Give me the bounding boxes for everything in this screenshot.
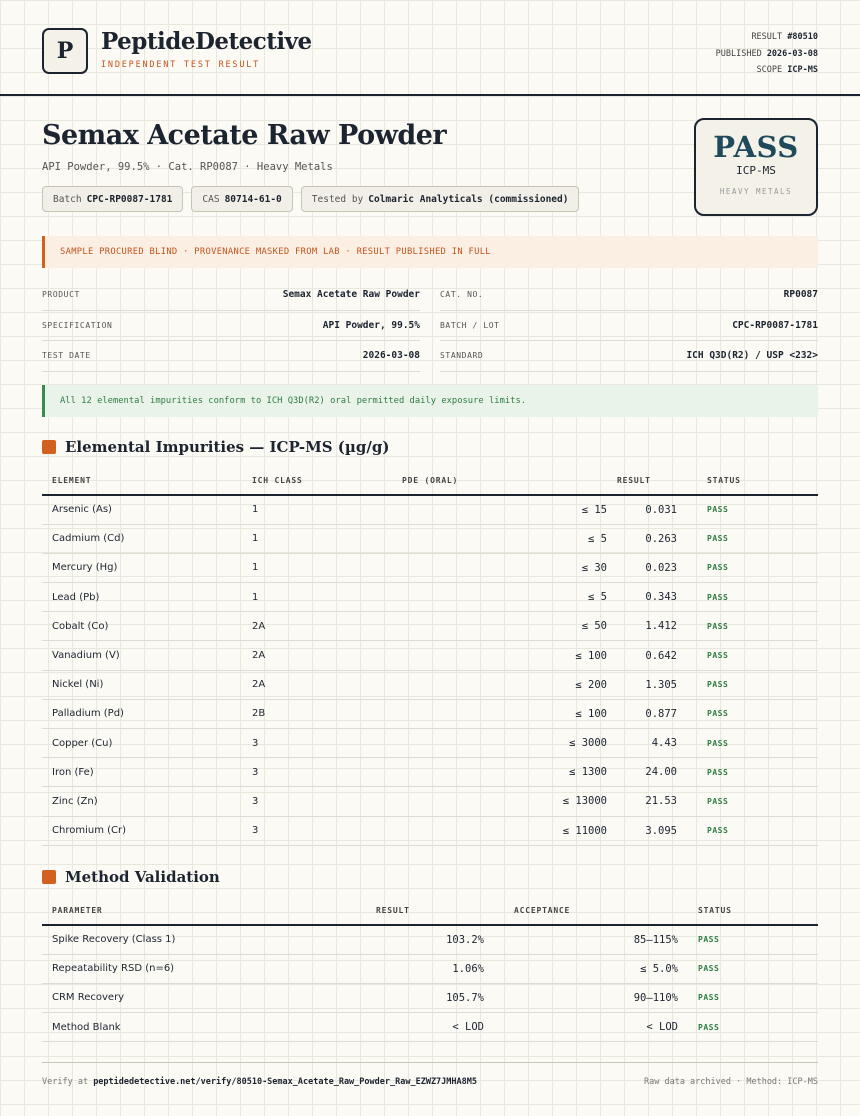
- info-row-product: PRODUCT Semax Acetate Raw Powder: [42, 280, 420, 311]
- result-cell: 1.305: [617, 670, 697, 699]
- table-header-row: [42, 896, 818, 925]
- element-cell: Copper (Cu): [42, 729, 242, 758]
- result-cell: 0.642: [617, 641, 697, 670]
- pde-cell: ≤ 100: [347, 699, 617, 728]
- result-cell: 1.412: [617, 612, 697, 641]
- report-meta: [716, 29, 818, 79]
- column-header: PDE (ORAL): [347, 466, 617, 495]
- validation-table: [42, 896, 818, 1042]
- status-cell: PASS: [697, 583, 818, 612]
- pde-cell: ≤ 100: [347, 641, 617, 670]
- table-row: [42, 583, 818, 612]
- pde-cell: ≤ 13000: [347, 787, 617, 816]
- column-header: STATUS: [697, 466, 818, 495]
- table-header-row: [42, 466, 818, 495]
- table-row: [42, 641, 818, 670]
- acceptance-cell: 85–115%: [494, 925, 688, 954]
- status-cell: PASS: [697, 612, 818, 641]
- status-cell: PASS: [688, 954, 818, 983]
- ich-class-cell: 3: [242, 787, 347, 816]
- table-row: [42, 495, 818, 524]
- batch-chip: Batch CPC-RP0087-1781: [42, 186, 183, 212]
- pde-cell: ≤ 5: [347, 524, 617, 553]
- acceptance-cell: ≤ 5.0%: [494, 954, 688, 983]
- table-row: [42, 729, 818, 758]
- table-row: [42, 553, 818, 582]
- pde-cell: ≤ 50: [347, 612, 617, 641]
- column-header: RESULT: [617, 466, 697, 495]
- impurities-table: [42, 466, 818, 846]
- status-cell: PASS: [697, 816, 818, 845]
- element-cell: Vanadium (V): [42, 641, 242, 670]
- status-cell: PASS: [697, 699, 818, 728]
- result-cell: 0.031: [617, 495, 697, 524]
- product-subtitle: API Powder, 99.5% · Cat. RP0087 · Heavy Metals: [42, 161, 333, 173]
- result-cell: 0.263: [617, 524, 697, 553]
- status-cell: PASS: [697, 524, 818, 553]
- column-header: PARAMETER: [42, 896, 267, 925]
- tested-by-chip: Tested by Colmaric Analyticals (commissioned): [301, 186, 580, 212]
- column-header: STATUS: [688, 896, 818, 925]
- status-cell: PASS: [697, 553, 818, 582]
- element-cell: Nickel (Ni): [42, 670, 242, 699]
- product-chips: [42, 186, 579, 212]
- ich-class-cell: 2A: [242, 641, 347, 670]
- brand-name: PeptideDetective: [101, 28, 312, 55]
- status-cell: PASS: [688, 925, 818, 954]
- result-cell: 1.06%: [267, 954, 494, 983]
- table-row: [42, 954, 818, 983]
- status-cell: PASS: [697, 729, 818, 758]
- element-cell: Iron (Fe): [42, 758, 242, 787]
- footer-archive-note: Raw data archived · Method: ICP-MS: [644, 1077, 818, 1087]
- ich-class-cell: 3: [242, 729, 347, 758]
- acceptance-cell: < LOD: [494, 1013, 688, 1042]
- ich-class-cell: 3: [242, 816, 347, 845]
- ich-class-cell: 1: [242, 495, 347, 524]
- info-grid-right: [440, 280, 818, 372]
- result-cell: 103.2%: [267, 925, 494, 954]
- info-grid-left: [42, 280, 420, 372]
- status-cell: PASS: [688, 983, 818, 1012]
- column-header: ELEMENT: [42, 466, 242, 495]
- status-cell: PASS: [697, 787, 818, 816]
- status-cell: PASS: [697, 758, 818, 787]
- info-row-standard: STANDARD ICH Q3D(R2) / USP <232>: [440, 341, 818, 372]
- column-header: ICH CLASS: [242, 466, 347, 495]
- pde-cell: ≤ 11000: [347, 816, 617, 845]
- element-cell: Chromium (Cr): [42, 816, 242, 845]
- ich-class-cell: 1: [242, 524, 347, 553]
- column-header: RESULT: [267, 896, 494, 925]
- parameter-cell: CRM Recovery: [42, 983, 267, 1012]
- stamp-method: ICP-MS: [736, 164, 776, 177]
- pass-stamp: [694, 118, 818, 216]
- cas-chip: CAS 80714-61-0: [191, 186, 292, 212]
- status-cell: PASS: [697, 670, 818, 699]
- table-row: [42, 612, 818, 641]
- conformance-banner: All 12 elemental impurities conform to ICH Q3D(R2) oral permitted daily exposure limits.: [42, 385, 818, 417]
- status-cell: PASS: [697, 495, 818, 524]
- result-cell: 105.7%: [267, 983, 494, 1012]
- section-marker-icon: [42, 440, 56, 454]
- info-row-batch: BATCH / LOT CPC-RP0087-1781: [440, 311, 818, 342]
- info-row-test-date: TEST DATE 2026-03-08: [42, 341, 420, 372]
- table-row: [42, 670, 818, 699]
- result-cell: 4.43: [617, 729, 697, 758]
- table-row: [42, 983, 818, 1012]
- table-row: [42, 925, 818, 954]
- parameter-cell: Method Blank: [42, 1013, 267, 1042]
- result-cell: 0.343: [617, 583, 697, 612]
- table-row: [42, 787, 818, 816]
- verify-text: Verify at peptidedetective.net/verify/80510-Semax_Acetate_Raw_Powder_Raw_EZWZ7JMHA8M5: [42, 1077, 477, 1087]
- table-row: [42, 524, 818, 553]
- section-marker-icon: [42, 870, 56, 884]
- column-header: ACCEPTANCE: [494, 896, 688, 925]
- element-cell: Zinc (Zn): [42, 787, 242, 816]
- ich-class-cell: 2A: [242, 670, 347, 699]
- ich-class-cell: 2B: [242, 699, 347, 728]
- element-cell: Lead (Pb): [42, 583, 242, 612]
- stamp-verdict: PASS: [713, 130, 799, 164]
- ich-class-cell: 1: [242, 583, 347, 612]
- pde-cell: ≤ 1300: [347, 758, 617, 787]
- table-row: [42, 816, 818, 845]
- pde-cell: ≤ 5: [347, 583, 617, 612]
- result-cell: < LOD: [267, 1013, 494, 1042]
- ich-class-cell: 2A: [242, 612, 347, 641]
- brand-tagline: INDEPENDENT TEST RESULT: [101, 60, 261, 70]
- product-title: Semax Acetate Raw Powder: [42, 120, 447, 151]
- table-row: [42, 1013, 818, 1042]
- element-cell: Palladium (Pd): [42, 699, 242, 728]
- table-row: [42, 699, 818, 728]
- validation-section-title: Method Validation: [42, 868, 220, 886]
- info-row-cat-no: CAT. NO. RP0087: [440, 280, 818, 311]
- element-cell: Mercury (Hg): [42, 553, 242, 582]
- parameter-cell: Spike Recovery (Class 1): [42, 925, 267, 954]
- element-cell: Cadmium (Cd): [42, 524, 242, 553]
- procurement-notice: SAMPLE PROCURED BLIND · PROVENANCE MASKED FROM LAB · RESULT PUBLISHED IN FULL: [42, 236, 818, 268]
- ich-class-cell: 1: [242, 553, 347, 582]
- result-id: RESULT #80510: [751, 32, 818, 42]
- verify-link[interactable]: peptidedetective.net/verify/80510-Semax_Acetate_Raw_Powder_Raw_EZWZ7JMHA8M5: [93, 1077, 477, 1087]
- brand-logo: P: [42, 28, 88, 74]
- element-cell: Arsenic (As): [42, 495, 242, 524]
- result-cell: 0.877: [617, 699, 697, 728]
- status-cell: PASS: [697, 641, 818, 670]
- pde-cell: ≤ 30: [347, 553, 617, 582]
- pde-cell: ≤ 200: [347, 670, 617, 699]
- element-cell: Cobalt (Co): [42, 612, 242, 641]
- status-cell: PASS: [688, 1013, 818, 1042]
- result-cell: 21.53: [617, 787, 697, 816]
- published-date: PUBLISHED 2026-03-08: [715, 48, 818, 59]
- result-cell: 0.023: [617, 553, 697, 582]
- report-footer: [42, 1062, 818, 1087]
- acceptance-cell: 90–110%: [494, 983, 688, 1012]
- info-row-specification: SPECIFICATION API Powder, 99.5%: [42, 311, 420, 342]
- result-cell: 3.095: [617, 816, 697, 845]
- scope: SCOPE ICP-MS: [756, 65, 818, 75]
- pde-cell: ≤ 15: [347, 495, 617, 524]
- result-cell: 24.00: [617, 758, 697, 787]
- ich-class-cell: 3: [242, 758, 347, 787]
- impurities-section-title: Elemental Impurities — ICP-MS (µg/g): [42, 438, 389, 456]
- table-row: [42, 758, 818, 787]
- parameter-cell: Repeatability RSD (n=6): [42, 954, 267, 983]
- stamp-scope: HEAVY METALS: [719, 187, 793, 196]
- pde-cell: ≤ 3000: [347, 729, 617, 758]
- report-header: [0, 0, 860, 96]
